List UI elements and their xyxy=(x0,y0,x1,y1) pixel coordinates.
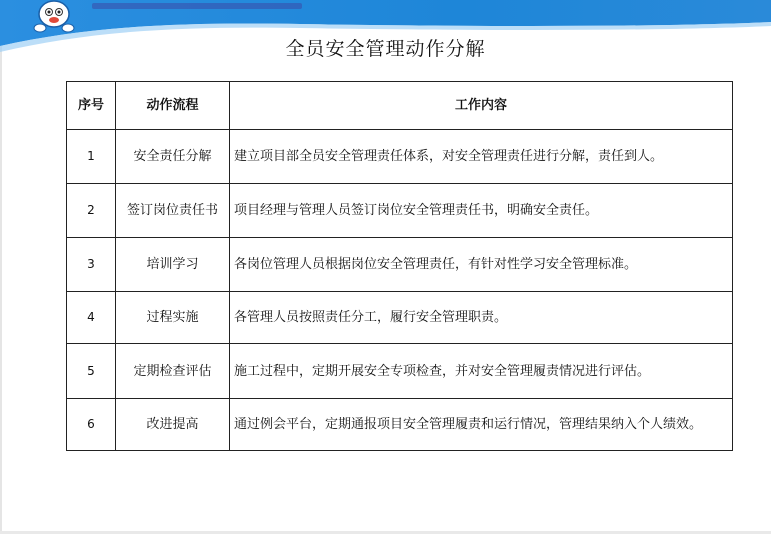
header-content: 工作内容 xyxy=(230,82,733,130)
row-content: 通过例会平台，定期通报项目安全管理履责和运行情况，管理结果纳入个人绩效。 xyxy=(230,399,733,451)
table-row xyxy=(67,238,733,292)
safety-steps-table xyxy=(66,81,733,451)
header-step: 动作流程 xyxy=(116,82,230,130)
row-content: 项目经理与管理人员签订岗位安全管理责任书，明确安全责任。 xyxy=(230,184,733,238)
table-header-row xyxy=(67,82,733,130)
row-number: 2 xyxy=(67,184,116,238)
table-row xyxy=(67,399,733,451)
row-step: 安全责任分解 xyxy=(116,130,230,184)
row-number: 5 xyxy=(67,344,116,399)
mascot-logo-icon xyxy=(30,0,78,34)
row-content: 各岗位管理人员根据岗位安全管理责任，有针对性学习安全管理标准。 xyxy=(230,238,733,292)
row-content: 建立项目部全员安全管理责任体系，对安全管理责任进行分解，责任到人。 xyxy=(230,130,733,184)
table-row xyxy=(67,344,733,399)
header-number: 序号 xyxy=(67,82,116,130)
slide-left-edge xyxy=(0,0,2,534)
row-step: 改进提高 xyxy=(116,399,230,451)
row-number: 3 xyxy=(67,238,116,292)
table-row xyxy=(67,130,733,184)
row-step: 培训学习 xyxy=(116,238,230,292)
row-number: 6 xyxy=(67,399,116,451)
table-row xyxy=(67,184,733,238)
row-step: 定期检查评估 xyxy=(116,344,230,399)
row-number: 4 xyxy=(67,292,116,344)
row-content: 各管理人员按照责任分工，履行安全管理职责。 xyxy=(230,292,733,344)
slide-title: 全员安全管理动作分解 xyxy=(285,38,486,60)
table-row xyxy=(67,292,733,344)
row-content: 施工过程中，定期开展安全专项检查，并对安全管理履责情况进行评估。 xyxy=(230,344,733,399)
row-step: 签订岗位责任书 xyxy=(116,184,230,238)
row-step: 过程实施 xyxy=(116,292,230,344)
row-number: 1 xyxy=(67,130,116,184)
